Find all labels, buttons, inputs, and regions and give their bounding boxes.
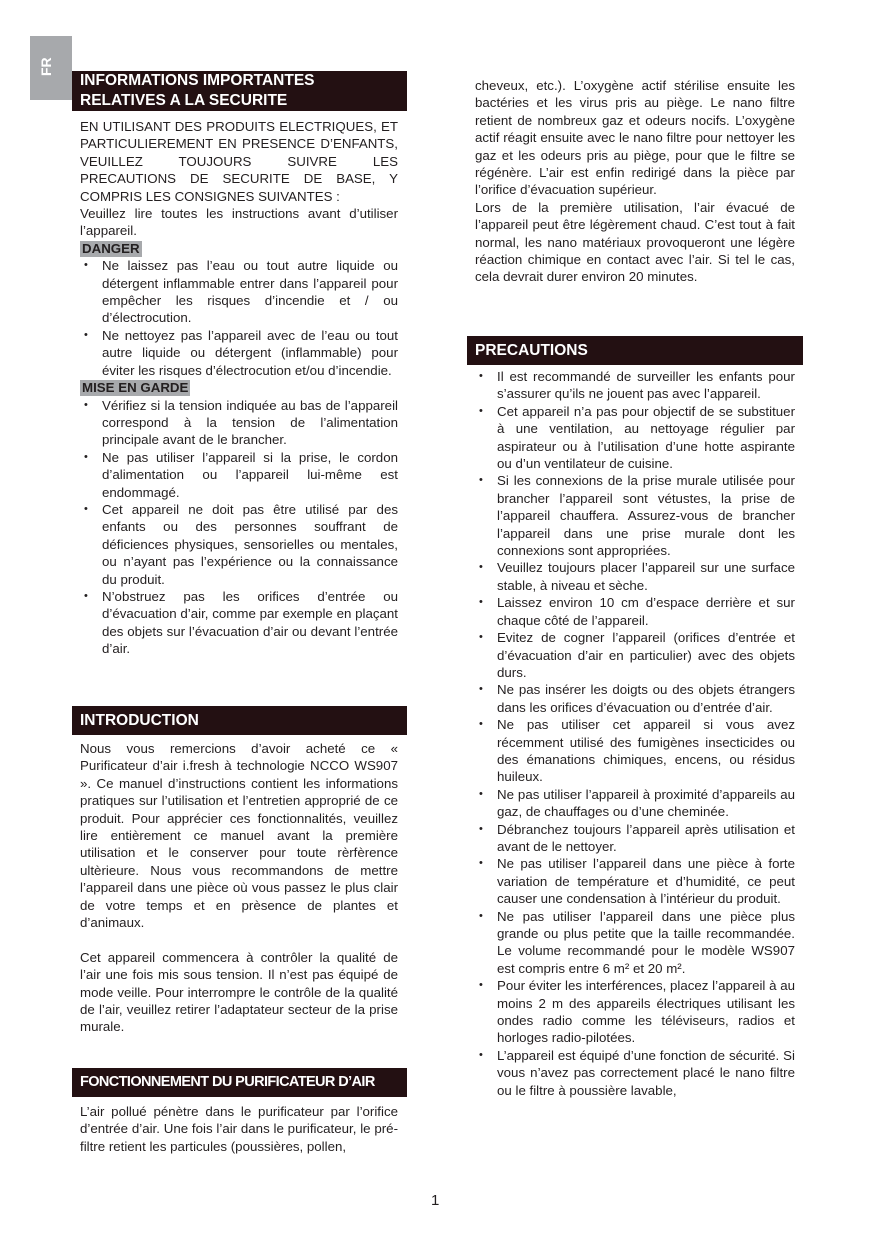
list-item: • Pour éviter les interférences, placez l’appareil à au moins 2 m des appareils électriques utilisant les ondes radio comme les téléviseurs, radios et horloges radio-pilotées. bbox=[475, 977, 795, 1047]
danger-list bbox=[80, 257, 398, 379]
safety-heading-line1: INFORMATIONS IMPORTANTES bbox=[80, 72, 315, 89]
precautions-section bbox=[475, 368, 795, 1099]
list-item: • Cet appareil n’a pas pour objectif de se substituer à une ventilation, au nettoyage régulier par aspirateur ou à l’utilisation d’une hotte aspirante ou d’un ventilateur de cuisine. bbox=[475, 403, 795, 473]
operation-heading: FONCTIONNEMENT DU PURIFICATEUR D’AIR bbox=[72, 1068, 407, 1097]
introduction-paragraph: Nous vous remercions d’avoir acheté ce « Purificateur d’air i.fresh à technologie NCCO WS907 ». Ce manuel d’instructions contient les informations pratiques sur l’utilisation et l’entretien approprié de ce produit. Pour apprécier ces fonctionnalités, veuillez lire entièrement ce manuel avant la première utilisation et le conserver pour toute rèrfèrence ultèrieure. Nous vous recommandons de mettre l’appareil dans une pièce où vous passez le plus clair de votre temps et en prèsence de plantes et d’animaux. bbox=[80, 741, 398, 931]
danger-label: DANGER bbox=[82, 240, 140, 256]
list-item: • L’appareil est équipé d’une fonction de sécurité. Si vous n’avez pas correctement placé le nano filtre ou le filtre à poussière lavable, bbox=[475, 1047, 795, 1099]
precautions-heading: PRECAUTIONS bbox=[467, 336, 803, 365]
list-item: • Débranchez toujours l’appareil après utilisation et avant de le nettoyer. bbox=[475, 821, 795, 856]
list-item: • Ne laissez pas l’eau ou tout autre liquide ou détergent inflammable entrer dans l’appareil pour empêcher les risques d’incendie et / ou d’électrocution. bbox=[80, 257, 398, 327]
list-item: • Veuillez toujours placer l’appareil sur une surface stable, à niveau et sèche. bbox=[475, 559, 795, 594]
safety-section bbox=[80, 118, 398, 658]
warning-list bbox=[80, 397, 398, 658]
list-item: • Evitez de cogner l’appareil (orifices d’entrée et d’évacuation d’air en particulier) avec des objets durs. bbox=[475, 629, 795, 681]
warning-label: MISE EN GARDE bbox=[82, 380, 189, 396]
list-item: • Cet appareil ne doit pas être utilisé par des enfants ou des personnes souffrant de déficiences physiques, sensorielles ou mentales, ou n’ayant pas l’expérience ou la connaissance du produit. bbox=[80, 501, 398, 588]
operation-continued bbox=[475, 77, 795, 286]
list-item: • Il est recommandé de surveiller les enfants pour s’assurer qu’ils ne jouent pas avec l’appareil. bbox=[475, 368, 795, 403]
safety-heading-line2: RELATIVES A LA SECURITE bbox=[80, 92, 288, 109]
introduction-paragraph: Cet appareil commencera à contrôler la qualité de l’air une fois mis sous tension. Il n’est pas équipé de mode veille. Pour interrompre le contrôle de la qualité de l’air, veuillez retirer l’adaptateur secteur de la prise murale. bbox=[80, 949, 398, 1035]
list-item: • Laissez environ 10 cm d’espace derrière et sur chaque côté de l’appareil. bbox=[475, 594, 795, 629]
operation-paragraph: Lors de la première utilisation, l’air évacué de l’appareil peut être légèrement chaud. C’est tout à fait normal, les nano matériaux provoqueront une légère réaction chimique en contact avec l’air. Si tel le cas, cela devrait durer environ 20 minutes. bbox=[475, 199, 795, 285]
list-item: • Ne nettoyez pas l’appareil avec de l’eau ou tout autre liquide ou détergent (inflammable) pour éviter les risques d’électrocution et/ou d’incendie. bbox=[80, 327, 398, 379]
language-tab bbox=[30, 36, 72, 100]
list-item: • Ne pas utiliser cet appareil si vous avez récemment utilisé des fumigènes insecticides ou des émanations chimiques, encens, ou résidus huileux. bbox=[475, 716, 795, 786]
read-instructions: Veuillez lire toutes les instructions avant d’utiliser l’appareil. bbox=[80, 206, 398, 239]
list-item: • Ne pas utiliser l’appareil à proximité d’appareils au gaz, de chauffages ou d’une cheminée. bbox=[475, 786, 795, 821]
introduction-section bbox=[80, 740, 398, 1036]
operation-section bbox=[80, 1103, 398, 1155]
safety-intro: EN UTILISANT DES PRODUITS ELECTRIQUES, ET PARTICULIEREMENT EN PRESENCE D’ENFANTS, VEUILLEZ TOUJOURS SUIVRE LES PRECAUTIONS DE SECURITE DE BASE, Y COMPRIS LES CONSIGNES SUIVANTES : bbox=[80, 119, 398, 204]
precautions-list bbox=[475, 368, 795, 1099]
list-item: • N’obstruez pas les orifices d’entrée ou d’évacuation d’air, comme par exemple en plaçant des objets sur l’évacuation d’air ou devant l’entrée d’air. bbox=[80, 588, 398, 658]
list-item: • Ne pas utiliser l’appareil dans une pièce plus grande ou plus petite que la taille recommandée. Le volume recommandé pour le modèle WS907 est compris entre 6 m² et 20 m². bbox=[475, 908, 795, 978]
operation-paragraph: cheveux, etc.). L’oxygène actif stérilise ensuite les bactéries et les virus pris au piège. Le nano filtre retient de nombreux gaz et odeurs nocifs. L’oxygène actif réagit ensuite avec le nano filtre pour nettoyer les gaz et les odeurs pris au piège, pour que le filtre se régénère. L’air est enfin redirigé dans la pièce par l’orifice d’évacuation supérieur. bbox=[475, 78, 795, 198]
safety-heading bbox=[72, 71, 407, 111]
list-item: • Ne pas utiliser l’appareil dans une pièce à forte variation de température et d’humidité, ce peut causer une condensation à l’intérieur du produit. bbox=[475, 855, 795, 907]
page-number: 1 bbox=[431, 1192, 440, 1209]
list-item: • Vérifiez si la tension indiquée au bas de l’appareil correspond à la tension de l’alimentation principale avant de le brancher. bbox=[80, 397, 398, 449]
list-item: • Ne pas insérer les doigts ou des objets étrangers dans les orifices d’évacuation ou d’entrée d’air. bbox=[475, 681, 795, 716]
list-item: • Si les connexions de la prise murale utilisée pour brancher l’appareil sont vétustes, la prise de l’appareil chauffera. Assurez-vous de brancher l’appareil dans une prise murale dont les connexions sont appropriées. bbox=[475, 472, 795, 559]
list-item: • Ne pas utiliser l’appareil si la prise, le cordon d’alimentation ou l’appareil lui-même est endommagé. bbox=[80, 449, 398, 501]
introduction-heading: INTRODUCTION bbox=[72, 706, 407, 735]
operation-paragraph: L’air pollué pénètre dans le purificateur par l’orifice d’entrée d’air. Une fois l’air dans le purificateur, le pré-filtre retient les particules (poussières, pollen, bbox=[80, 1104, 398, 1154]
language-label: FR bbox=[38, 57, 54, 76]
